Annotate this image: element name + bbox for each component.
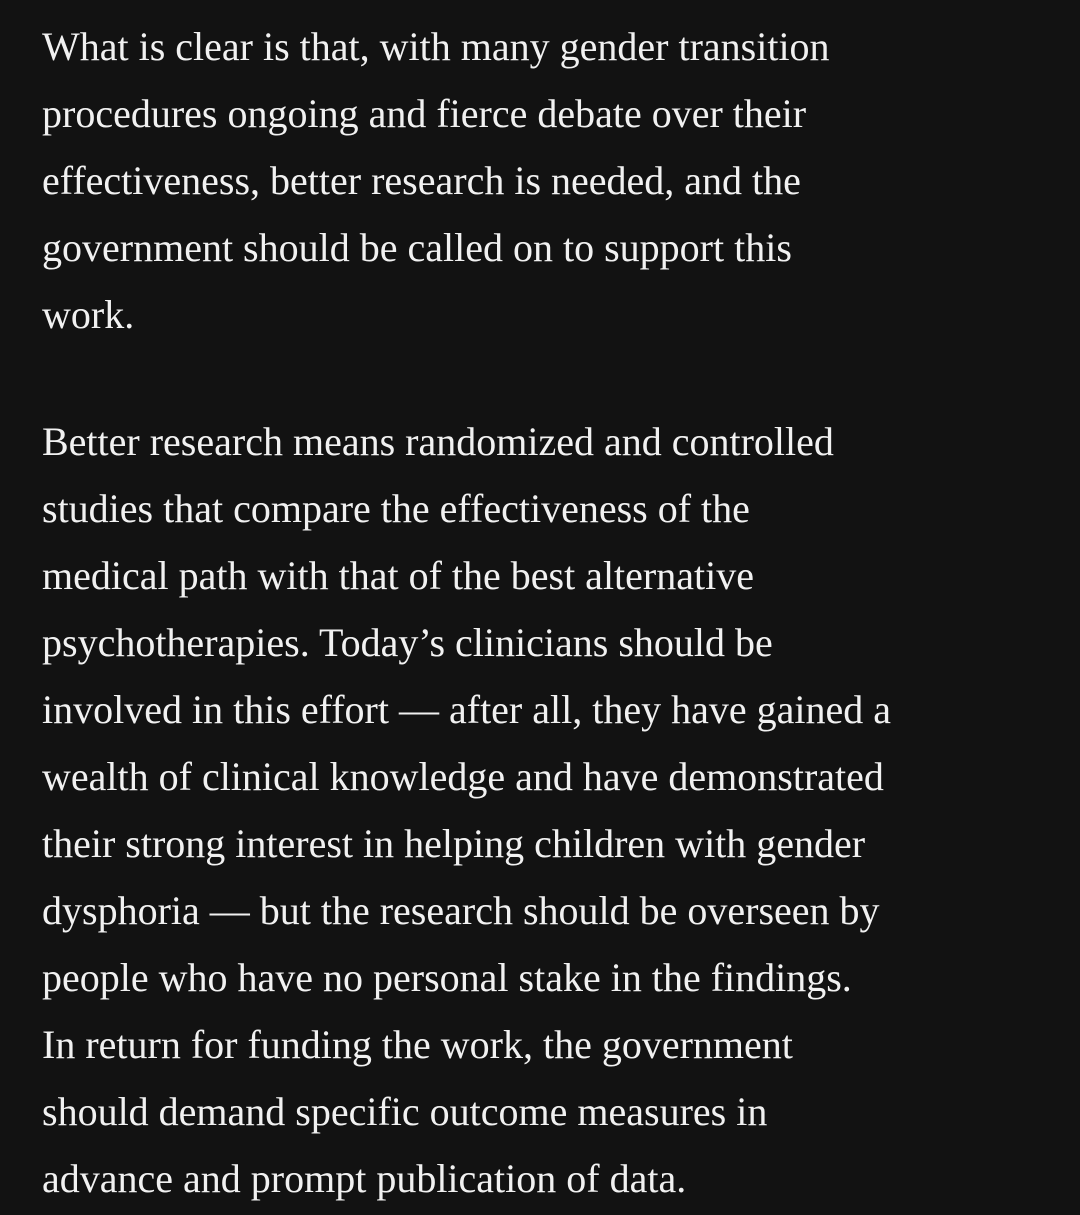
paragraph-line: dysphoria — but the research should be overseen by xyxy=(42,888,880,933)
paragraph-line: involved in this effort — after all, they have gained a xyxy=(42,687,891,732)
paragraph-line: studies that compare the effectiveness of the xyxy=(42,486,750,531)
paragraph-line: work. xyxy=(42,292,135,337)
paragraph-line: What is clear is that, with many gender transition xyxy=(42,24,830,69)
paragraph-line: procedures ongoing and fierce debate over their xyxy=(42,91,807,136)
paragraph-line: medical path with that of the best alternative xyxy=(42,553,754,598)
paragraph-line: effectiveness, better research is needed, and the xyxy=(42,158,801,203)
paragraph-line: government should be called on to support this xyxy=(42,225,792,270)
paragraph-line: people who have no personal stake in the findings. xyxy=(42,955,852,1000)
paragraph-line: Better research means randomized and controlled xyxy=(42,419,834,464)
paragraph-2 xyxy=(42,408,1040,1212)
paragraph-line: should demand specific outcome measures in xyxy=(42,1089,768,1134)
paragraph-line: wealth of clinical knowledge and have demonstrated xyxy=(42,754,884,799)
paragraph-line: In return for funding the work, the government xyxy=(42,1022,793,1067)
paragraph-1 xyxy=(42,0,1040,348)
paragraph-line: their strong interest in helping children with gender xyxy=(42,821,866,866)
paragraph-line: psychotherapies. Today’s clinicians should be xyxy=(42,620,773,665)
paragraph-line: advance and prompt publication of data. xyxy=(42,1156,687,1201)
